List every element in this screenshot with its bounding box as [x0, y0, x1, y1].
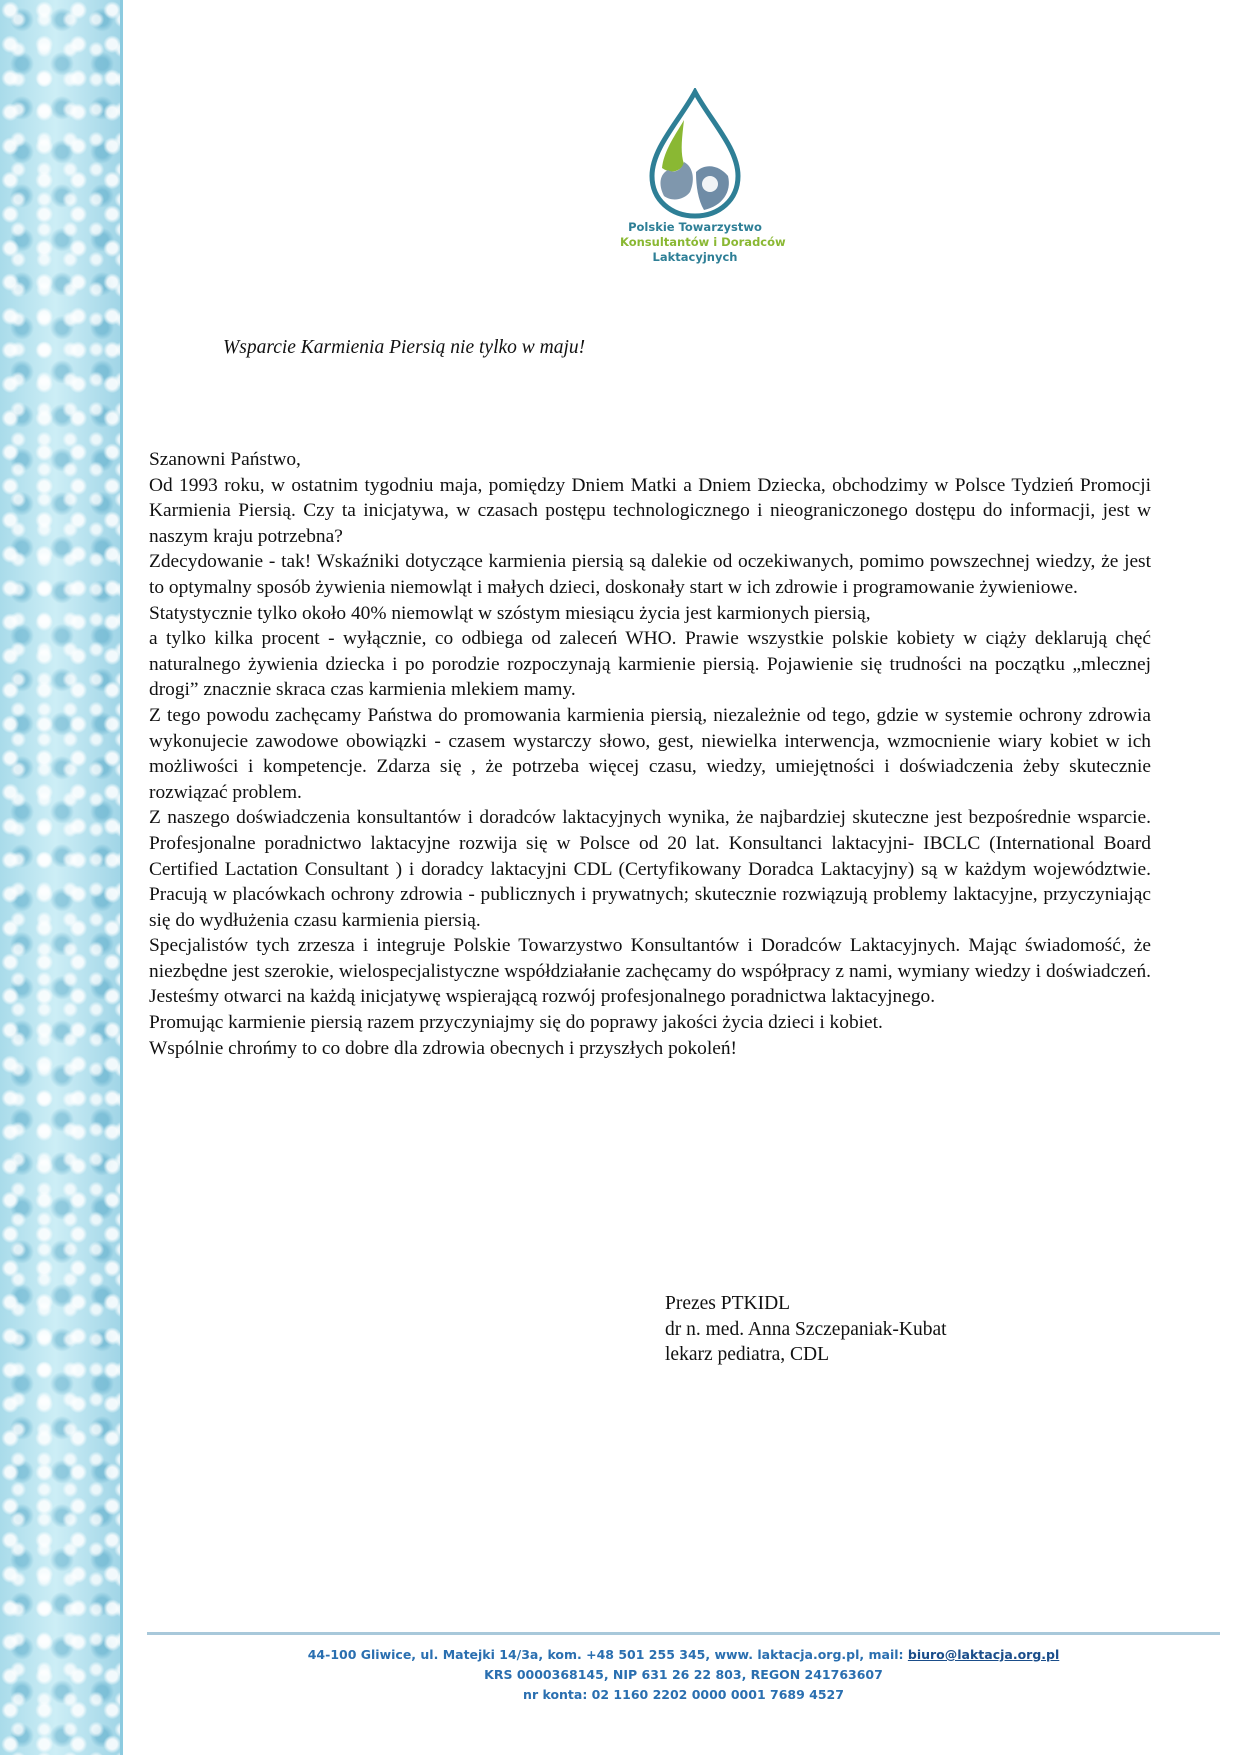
organization-logo	[620, 88, 786, 278]
letter-subject: Wsparcie Karmienia Piersią nie tylko w maju!	[223, 337, 586, 358]
footer-contact	[147, 1645, 1220, 1705]
signature-title: lekarz pediatra, CDL	[665, 1344, 830, 1366]
milk-drop-mother-child-icon	[640, 88, 750, 220]
paragraph-1: Od 1993 roku, w ostatnim tygodniu maja, pomiędzy Dniem Matki a Dniem Dziecka, obchodzimy w Polsce Tydzień Promocji Karmienia Piersią. Czy ta inicjatywa, w czasach postępu technologicznego i nieograniczonego dostępu do informacji, jest w naszym kraju potrzebna?	[149, 474, 1151, 547]
paragraph-8: Promując karmienie piersią razem przyczyniajmy się do poprawy jakości życia dzieci i kobiet.	[149, 1012, 883, 1034]
logo-text-line-3: Laktacyjnych	[652, 250, 738, 264]
signature-role: Prezes PTKIDL	[665, 1293, 791, 1314]
salutation: Szanowni Państwo,	[149, 449, 301, 470]
signature-block	[665, 1291, 947, 1368]
paragraph-6: Z naszego doświadczenia konsultantów i doradców laktacyjnych wynika, że najbardziej skuteczne jest bezpośrednie wsparcie. Profesjonalne poradnictwo laktacyjne rozwija się w Polsce od 20 lat. Konsultanci laktacyjni- IBCLC (International Board Certified Lactation Consultant ) i doradcy laktacyjni CDL (Certyfikowany Doradca Laktacyjny) są w każdym województwie. Pracują w placówkach ochrony zdrowia - publicznych i prywatnych; skutecznie rozwiązują problemy laktacyjne, przyczyniając się do wydłużenia czasu karmienia piersią.	[149, 807, 1151, 931]
footer-bank-account-line: nr konta: 02 1160 2202 0000 0001 7689 4527	[523, 1687, 844, 1702]
paragraph-3: Statystycznie tylko około 40% niemowląt w szóstym miesiącu życia jest karmionych piersią,	[149, 602, 871, 624]
footer-email-link[interactable]: biuro@laktacja.org.pl	[907, 1647, 1060, 1662]
side-decorative-strip	[0, 0, 123, 1755]
letter-body	[149, 447, 1151, 1061]
paragraph-7: Specjalistów tych zrzesza i integruje Polskie Towarzystwo Konsultantów i Doradców Laktacyjnych. Mając świadomość, że niezbędne jest szerokie, wielospecjalistyczne współdziałanie zachęcamy do współpracy z nami, wymiany wiedzy i doświadczeń. Jesteśmy otwarci na każdą inicjatywę wspierającą rozwój profesjonalnego poradnictwa laktacyjnego.	[149, 935, 1151, 1008]
paragraph-4: a tylko kilka procent - wyłącznie, co odbiega od zaleceń WHO. Prawie wszystkie polskie kobiety w ciąży deklarują chęć naturalnego żywienia dziecka i po porodzie rozpoczynają karmienie piersią. Pojawienie się trudności na początku „mlecznej drogi” znacznie skraca czas karmienia mlekiem mamy.	[149, 628, 1151, 701]
paragraph-2: Zdecydowanie - tak! Wskaźniki dotyczące karmienia piersią są dalekie od oczekiwanych, pomimo powszechnej wiedzy, że jest to optymalny sposób żywienia niemowląt i małych dzieci, doskonały start w ich zdrowie i programowanie żywieniowe.	[149, 551, 1151, 598]
signature-name: dr n. med. Anna Szczepaniak-Kubat	[665, 1318, 947, 1340]
logo-text-line-2: Konsultantów i Doradców	[620, 235, 786, 249]
footer-address-line	[147, 1645, 1220, 1665]
footer-registration-line: KRS 0000368145, NIP 631 26 22 803, REGON 241763607	[484, 1667, 883, 1682]
paragraph-5: Z tego powodu zachęcamy Państwa do promowania karmienia piersią, niezależnie od tego, gdzie w systemie ochrony zdrowia wykonujecie zawodowe obowiązki - czasem wystarczy słowo, gest, niewielka interwencja, wzmocnienie wiary kobiet w ich możliwości i kompetencje. Zdarza się , że potrzeba więcej czasu, wiedzy, umiejętności i doświadczenia żeby skutecznie rozwiązać problem.	[149, 704, 1151, 803]
footer-address: 44-100 Gliwice, ul. Matejki 14/3a, kom. +48 501 255 345, www. laktacja.org.pl, mail:	[307, 1647, 908, 1662]
logo-text-line-1: Polskie Towarzystwo	[628, 220, 762, 234]
footer-divider	[147, 1632, 1220, 1635]
paragraph-9: Wspólnie chrońmy to co dobre dla zdrowia obecnych i przyszłych pokoleń!	[149, 1037, 737, 1059]
